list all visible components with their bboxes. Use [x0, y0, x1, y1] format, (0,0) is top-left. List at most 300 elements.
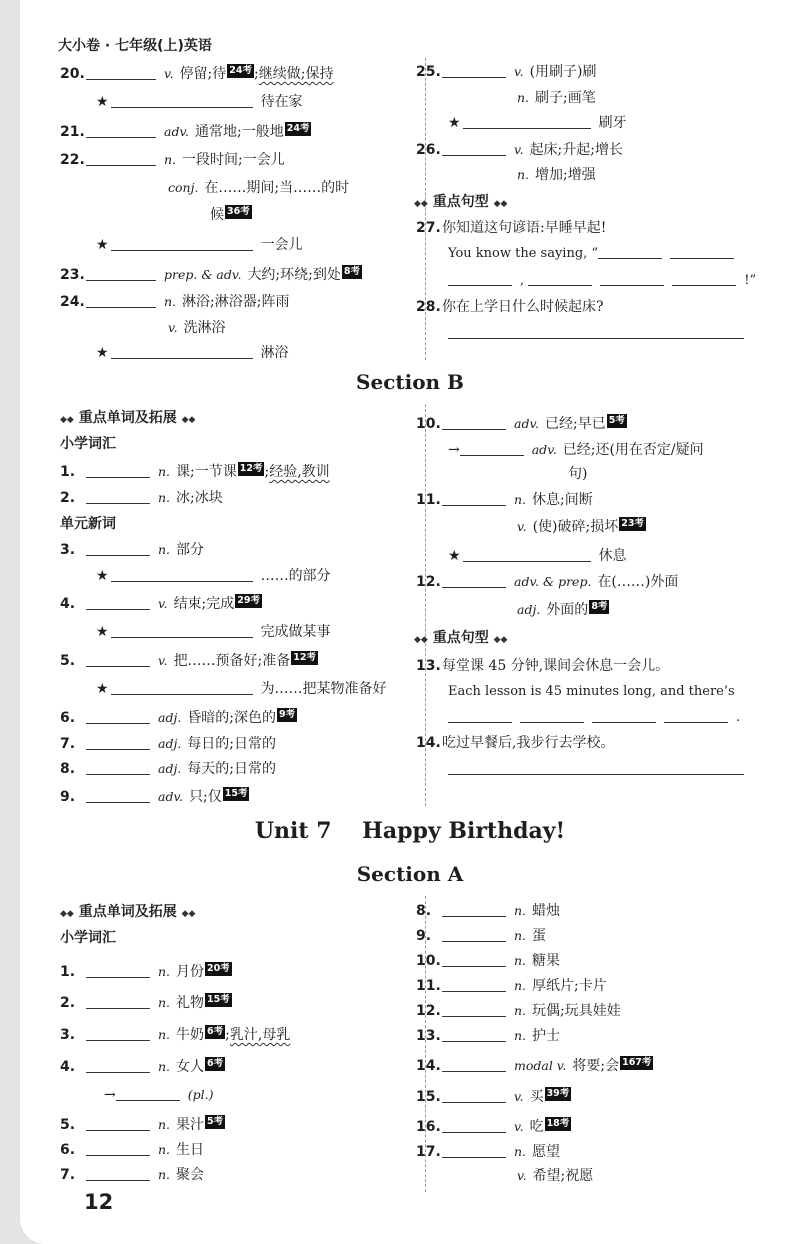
- part-of-speech: adj.: [158, 710, 182, 725]
- part-of-speech: n.: [158, 1027, 171, 1042]
- definition: 吃: [529, 1119, 544, 1135]
- u7-item-16: [416, 1117, 571, 1137]
- answer-blank[interactable]: [520, 708, 584, 723]
- item-number: 2.: [60, 490, 76, 506]
- item-number: 12.: [416, 574, 441, 590]
- part-of-speech: adv.: [164, 124, 190, 139]
- b-item-10-derived: [448, 440, 704, 460]
- answer-blank[interactable]: [598, 244, 662, 259]
- b-item-11: [416, 490, 593, 510]
- part-of-speech: n.: [514, 1003, 527, 1018]
- definition: (用刷子)刷: [529, 64, 597, 80]
- page-header: 大小卷 · 七年级(上)英语: [58, 38, 212, 54]
- item-22-phrase: [96, 235, 303, 255]
- exam-count-badge: 167考: [622, 1057, 652, 1068]
- part-of-speech: n.: [164, 152, 177, 167]
- answer-blank[interactable]: [442, 952, 506, 967]
- u7-item-9: [416, 926, 546, 946]
- answer-blank[interactable]: [448, 708, 512, 723]
- item-26: [416, 140, 623, 160]
- answer-blank[interactable]: [86, 1116, 150, 1131]
- item-24-verb: [168, 318, 226, 338]
- answer-blank[interactable]: [664, 708, 728, 723]
- item-28: [416, 297, 604, 317]
- b-item-2: [60, 488, 223, 508]
- item-23: [60, 265, 362, 285]
- definition: 部分: [176, 542, 205, 558]
- item-28-answer: [448, 324, 744, 345]
- b-item-11-verb: [517, 517, 646, 537]
- exam-count-badge: 15考: [207, 994, 230, 1005]
- b-item-1: 1. n. 课;一节课 12考 ;经验,教训: [60, 463, 330, 480]
- u7-item-15: [416, 1087, 571, 1107]
- part-of-speech: adj.: [158, 736, 182, 751]
- exam-count-badge: 6考: [207, 1058, 224, 1069]
- b-item-14: [416, 733, 614, 753]
- sentence-text: !”: [744, 273, 757, 288]
- definition: 护士: [532, 1028, 561, 1044]
- item-number: 1.: [60, 964, 76, 980]
- definition: 淋浴;淋浴器;阵雨: [182, 294, 290, 310]
- answer-blank[interactable]: [442, 902, 506, 917]
- item-20-phrase: [96, 92, 303, 112]
- part-of-speech: v.: [514, 1089, 524, 1104]
- answer-blank[interactable]: [86, 541, 150, 556]
- part-of-speech: n.: [514, 903, 527, 918]
- definition: 已经;早已: [545, 416, 606, 432]
- heading-text: 重点单词及拓展: [78, 904, 177, 920]
- definition: 果汁: [176, 1117, 205, 1133]
- item-number: 16.: [416, 1119, 441, 1135]
- answer-blank[interactable]: [111, 93, 253, 108]
- page: [20, 0, 800, 1244]
- answer-blank[interactable]: [528, 271, 592, 286]
- part-of-speech: n.: [514, 1144, 527, 1159]
- item-number: 9.: [60, 789, 76, 805]
- definition: 一会儿: [260, 237, 303, 253]
- answer-blank[interactable]: [86, 760, 150, 775]
- b-item-12-adj: [517, 600, 609, 620]
- exam-count-badge: 23考: [621, 518, 644, 529]
- answer-blank[interactable]: [442, 1002, 506, 1017]
- answer-blank[interactable]: [442, 977, 506, 992]
- answer-blank[interactable]: [672, 271, 736, 286]
- part-of-speech: adv.: [158, 789, 184, 804]
- definition: 结束;完成: [173, 596, 235, 612]
- answer-blank[interactable]: [86, 709, 150, 724]
- question-text: 每堂课 45 分钟,课间会休息一会儿。: [442, 658, 670, 674]
- definition: ……的部分: [260, 568, 331, 584]
- answer-blank[interactable]: [111, 567, 253, 582]
- answer-blank[interactable]: [86, 994, 150, 1009]
- b-item-5-phrase: [96, 679, 387, 699]
- part-of-speech: adv.: [514, 416, 540, 431]
- definition: 休息: [598, 548, 627, 564]
- item-number: 12.: [416, 1003, 441, 1019]
- item-number: 5.: [60, 653, 76, 669]
- part-of-speech: n.: [517, 167, 530, 182]
- new-words-label: 单元新词: [60, 516, 116, 532]
- definition: (使)破碎;损坏: [532, 519, 619, 535]
- part-of-speech: n.: [514, 492, 527, 507]
- answer-line[interactable]: [448, 324, 744, 339]
- answer-blank[interactable]: [86, 595, 150, 610]
- exam-count-badge: 8考: [343, 266, 360, 277]
- item-number: 5.: [60, 1117, 76, 1133]
- b-item-6: [60, 708, 297, 728]
- part-of-speech: v.: [514, 142, 524, 157]
- exam-count-badge: 39考: [546, 1088, 570, 1099]
- primary-vocab-label: 小学词汇: [60, 930, 116, 946]
- b-item-5: [60, 651, 318, 671]
- diamond-icon: ◆◆: [414, 199, 428, 209]
- item-number: 13.: [416, 658, 441, 674]
- u7-item-1: [60, 962, 232, 982]
- answer-blank[interactable]: [86, 735, 150, 750]
- arrow-icon: →: [104, 1087, 116, 1103]
- answer-line[interactable]: [448, 760, 744, 775]
- u7-item-4: [60, 1057, 225, 1077]
- part-of-speech: modal v.: [514, 1058, 567, 1073]
- diamond-icon: ◆◆: [181, 909, 196, 919]
- item-27-sentence-cont: , !”: [448, 271, 756, 291]
- answer-blank[interactable]: [442, 415, 506, 430]
- answer-blank[interactable]: [86, 652, 150, 667]
- b-item-10-cont: 句): [568, 466, 588, 482]
- part-of-speech: v.: [158, 596, 168, 611]
- answer-blank[interactable]: [116, 1086, 180, 1101]
- item-number: 6.: [60, 710, 76, 726]
- extended-meaning: 经验,教训: [269, 464, 330, 480]
- part-of-speech: n.: [514, 928, 527, 943]
- answer-blank[interactable]: [86, 1141, 150, 1156]
- question-text: 你知道这句谚语:早睡早起!: [442, 220, 607, 236]
- definition: 厚纸片;卡片: [532, 978, 607, 994]
- part-of-speech: v.: [514, 1119, 524, 1134]
- item-number: 7.: [60, 736, 76, 752]
- definition: 待在家: [260, 94, 303, 110]
- part-of-speech: conj.: [168, 180, 199, 195]
- answer-blank[interactable]: [86, 266, 156, 281]
- b-item-10: [416, 414, 627, 434]
- answer-blank[interactable]: [111, 623, 253, 638]
- part-of-speech: n.: [158, 464, 171, 479]
- item-number: 17.: [416, 1144, 441, 1160]
- exam-count-badge: 5考: [608, 415, 625, 426]
- answer-blank[interactable]: [111, 680, 253, 695]
- sentence-text: .: [736, 710, 741, 725]
- definition: 愿望: [532, 1144, 561, 1160]
- section-a-title: Section A: [356, 862, 464, 886]
- u7-item-13: [416, 1026, 560, 1046]
- answer-blank[interactable]: [86, 963, 150, 978]
- answer-blank[interactable]: [442, 141, 506, 156]
- sentence-text: You know the saying, “: [448, 246, 599, 261]
- answer-blank[interactable]: [86, 489, 150, 504]
- key-words-heading: [60, 902, 195, 924]
- definition: 一段时间;一会儿: [182, 152, 285, 168]
- question-text: 吃过早餐后,我步行去学校。: [442, 735, 615, 751]
- part-of-speech: adv.: [531, 442, 557, 457]
- star-icon: ★: [96, 94, 109, 110]
- part-of-speech: v.: [164, 66, 174, 81]
- answer-blank[interactable]: [111, 344, 253, 359]
- u7-item-17: [416, 1142, 560, 1162]
- diamond-icon: ◆◆: [493, 635, 508, 645]
- part-of-speech: v.: [514, 64, 524, 79]
- heading-text: 重点单词及拓展: [78, 410, 177, 426]
- part-of-speech: adj.: [158, 761, 182, 776]
- definition: 休息;间断: [532, 492, 593, 508]
- b-item-8: [60, 759, 276, 779]
- answer-blank[interactable]: [463, 114, 591, 129]
- answer-blank[interactable]: [442, 1027, 506, 1042]
- part-of-speech: adj.: [517, 602, 541, 617]
- exam-count-badge: 36考: [227, 206, 250, 217]
- item-number: 28.: [416, 299, 441, 315]
- part-of-speech: n.: [158, 964, 171, 979]
- item-number: 8.: [60, 761, 76, 777]
- star-icon: ★: [96, 345, 109, 361]
- item-25: [416, 62, 597, 82]
- definition: 每日的;日常的: [187, 736, 277, 752]
- b-item-9: [60, 787, 249, 807]
- answer-blank[interactable]: [86, 1058, 150, 1073]
- part-of-speech: n.: [158, 995, 171, 1010]
- key-sentences-heading: [414, 628, 507, 650]
- star-icon: ★: [96, 568, 109, 584]
- definition: 聚会: [176, 1167, 205, 1183]
- item-number: 7.: [60, 1167, 76, 1183]
- definition: 外面的: [546, 602, 589, 618]
- definition: 淋浴: [260, 345, 289, 361]
- exam-count-badge: 24考: [229, 65, 253, 76]
- answer-blank[interactable]: [463, 547, 591, 562]
- u7-item-5: [60, 1115, 225, 1135]
- item-number: 8.: [416, 903, 432, 919]
- item-21: [60, 122, 311, 142]
- item-24: [60, 292, 289, 312]
- answer-blank[interactable]: [460, 441, 524, 456]
- b-item-3: [60, 540, 204, 560]
- b-item-13-blanks: [448, 708, 740, 728]
- item-number: 9.: [416, 928, 432, 944]
- exam-count-badge: 12考: [239, 463, 263, 474]
- u7-item-12: [416, 1001, 621, 1021]
- part-of-speech: n.: [514, 978, 527, 993]
- part-of-speech: prep. & adv.: [164, 267, 242, 282]
- definition: 女人: [176, 1059, 205, 1075]
- item-number: 15.: [416, 1089, 441, 1105]
- u7-item-3: 3. n. 牛奶 6考 ;乳汁,母乳: [60, 1026, 291, 1043]
- definition: 停留;待: [179, 66, 227, 82]
- u7-item-14: [416, 1056, 653, 1076]
- answer-blank[interactable]: [86, 123, 156, 138]
- answer-blank[interactable]: [442, 1143, 506, 1158]
- u7-item-4-plural: [104, 1085, 219, 1105]
- exam-count-badge: 15考: [224, 788, 248, 799]
- answer-blank[interactable]: [111, 236, 253, 251]
- answer-blank[interactable]: [442, 491, 506, 506]
- item-26-noun: [517, 165, 596, 185]
- definition: 玩偶;玩具娃娃: [532, 1003, 621, 1019]
- part-of-speech: v.: [158, 653, 168, 668]
- u7-item-11: [416, 976, 607, 996]
- b-item-7: [60, 734, 276, 754]
- item-25-phrase: [448, 113, 627, 133]
- definition: 昏暗的;深色的: [187, 710, 277, 726]
- star-icon: ★: [96, 681, 109, 697]
- definition: 课;一节课: [176, 464, 237, 480]
- u7-item-17-verb: [517, 1166, 593, 1186]
- item-27: [416, 218, 606, 238]
- item-number: 1.: [60, 464, 76, 480]
- item-number: 13.: [416, 1028, 441, 1044]
- extended-meaning: 乳汁,母乳: [229, 1027, 291, 1043]
- answer-blank[interactable]: [442, 1118, 506, 1133]
- definition: 牛奶: [176, 1027, 205, 1043]
- item-number: 25.: [416, 64, 441, 80]
- diamond-icon: ◆◆: [493, 199, 508, 209]
- part-of-speech: n.: [164, 294, 177, 309]
- b-item-11-phrase: [448, 546, 627, 566]
- answer-blank[interactable]: [86, 293, 156, 308]
- definition: 礼物: [176, 995, 205, 1011]
- definition: 通常地;一般地: [195, 124, 284, 140]
- item-number: 27.: [416, 220, 441, 236]
- star-icon: ★: [448, 115, 461, 131]
- item-number: 20.: [60, 66, 85, 82]
- part-of-speech: n.: [514, 953, 527, 968]
- answer-blank[interactable]: [442, 1057, 506, 1072]
- heading-text: 重点句型: [432, 630, 489, 646]
- item-number: 4.: [60, 596, 76, 612]
- u7-item-2: [60, 993, 232, 1013]
- answer-blank[interactable]: [600, 271, 664, 286]
- definition: 蜡烛: [532, 903, 561, 919]
- answer-blank[interactable]: [86, 1166, 150, 1181]
- answer-blank[interactable]: [592, 708, 656, 723]
- definition: 已经;还(用在否定/疑问: [562, 442, 704, 458]
- item-number: 14.: [416, 1058, 441, 1074]
- definition: 每天的;日常的: [187, 761, 277, 777]
- part-of-speech: v.: [517, 519, 527, 534]
- part-of-speech: adv. & prep.: [514, 574, 592, 589]
- item-number: 26.: [416, 142, 441, 158]
- diamond-icon: ◆◆: [414, 635, 428, 645]
- item-20: 20. v. 停留;待 24考 ;继续做;保持: [60, 65, 334, 82]
- answer-blank[interactable]: [442, 573, 506, 588]
- answer-blank[interactable]: [670, 244, 734, 259]
- answer-blank[interactable]: [442, 1088, 506, 1103]
- arrow-icon: →: [448, 442, 460, 458]
- definition: 冰;冰块: [176, 490, 223, 506]
- answer-blank[interactable]: [442, 927, 506, 942]
- item-number: 24.: [60, 294, 85, 310]
- key-words-heading: [60, 408, 195, 430]
- part-of-speech: n.: [158, 490, 171, 505]
- item-number: 3.: [60, 542, 76, 558]
- u7-item-10: [416, 951, 560, 971]
- definition: 增加;增强: [535, 167, 596, 183]
- unit-title: Unit 7 Happy Birthday!: [254, 818, 566, 844]
- b-item-12: [416, 572, 678, 592]
- exam-count-badge: 20考: [207, 963, 230, 974]
- u7-item-6: [60, 1140, 204, 1160]
- item-22: [60, 150, 285, 170]
- definition: 糖果: [532, 953, 561, 969]
- part-of-speech: n.: [158, 1167, 171, 1182]
- exam-count-badge: 24考: [286, 123, 310, 134]
- item-number: 3.: [60, 1027, 76, 1043]
- item-25-noun: [517, 88, 596, 108]
- definition: 起床;升起;增长: [529, 142, 623, 158]
- item-number: 2.: [60, 995, 76, 1011]
- exam-count-badge: 18考: [546, 1118, 570, 1129]
- b-item-13: [416, 656, 669, 676]
- answer-blank[interactable]: [442, 63, 506, 78]
- definition: 完成做某事: [260, 624, 331, 640]
- definition: 生日: [176, 1142, 205, 1158]
- question-text: 你在上学日什么时候起床?: [442, 299, 604, 315]
- answer-blank[interactable]: [86, 788, 150, 803]
- exam-count-badge: 9考: [279, 709, 296, 720]
- item-22-conj: [168, 178, 349, 198]
- item-number: 11.: [416, 978, 441, 994]
- answer-blank[interactable]: [448, 271, 512, 286]
- b-item-4-phrase: [96, 622, 331, 642]
- item-number: 11.: [416, 492, 441, 508]
- exam-count-badge: 6考: [207, 1026, 224, 1037]
- item-number: 6.: [60, 1142, 76, 1158]
- definition: 在……期间;当……的时: [204, 180, 350, 196]
- exam-count-badge: 29考: [237, 595, 261, 606]
- heading-text: 重点句型: [432, 194, 489, 210]
- b-item-4: [60, 594, 262, 614]
- definition: 把……预备好;准备: [173, 653, 291, 669]
- diamond-icon: ◆◆: [181, 415, 196, 425]
- definition: 月份: [176, 964, 205, 980]
- page-number: 12: [84, 1190, 114, 1214]
- exam-count-badge: 12考: [293, 652, 317, 663]
- diamond-icon: ◆◆: [60, 909, 74, 919]
- answer-blank[interactable]: [86, 65, 156, 80]
- part-of-speech: n.: [514, 1028, 527, 1043]
- definition: 蛋: [532, 928, 547, 944]
- definition: 买: [529, 1089, 544, 1105]
- item-24-phrase: [96, 343, 289, 363]
- star-icon: ★: [96, 624, 109, 640]
- answer-blank[interactable]: [86, 1026, 150, 1041]
- definition: 洗淋浴: [183, 320, 226, 336]
- u7-item-8: [416, 901, 560, 921]
- part-of-speech: v.: [168, 320, 178, 335]
- item-22-cont: [210, 205, 252, 225]
- star-icon: ★: [448, 548, 461, 564]
- answer-blank[interactable]: [86, 151, 156, 166]
- item-number: 21.: [60, 124, 85, 140]
- definition: 刷牙: [598, 115, 627, 131]
- section-b-title: Section B: [356, 370, 464, 394]
- b-item-13-sentence: Each lesson is 45 minutes long, and there’s: [448, 684, 735, 699]
- definition: 将要;会: [572, 1058, 620, 1074]
- part-of-speech: n.: [158, 1142, 171, 1157]
- u7-item-7: [60, 1165, 204, 1185]
- primary-vocab-label: 小学词汇: [60, 436, 116, 452]
- definition: 候: [210, 207, 224, 223]
- answer-blank[interactable]: [86, 463, 150, 478]
- diamond-icon: ◆◆: [60, 415, 74, 425]
